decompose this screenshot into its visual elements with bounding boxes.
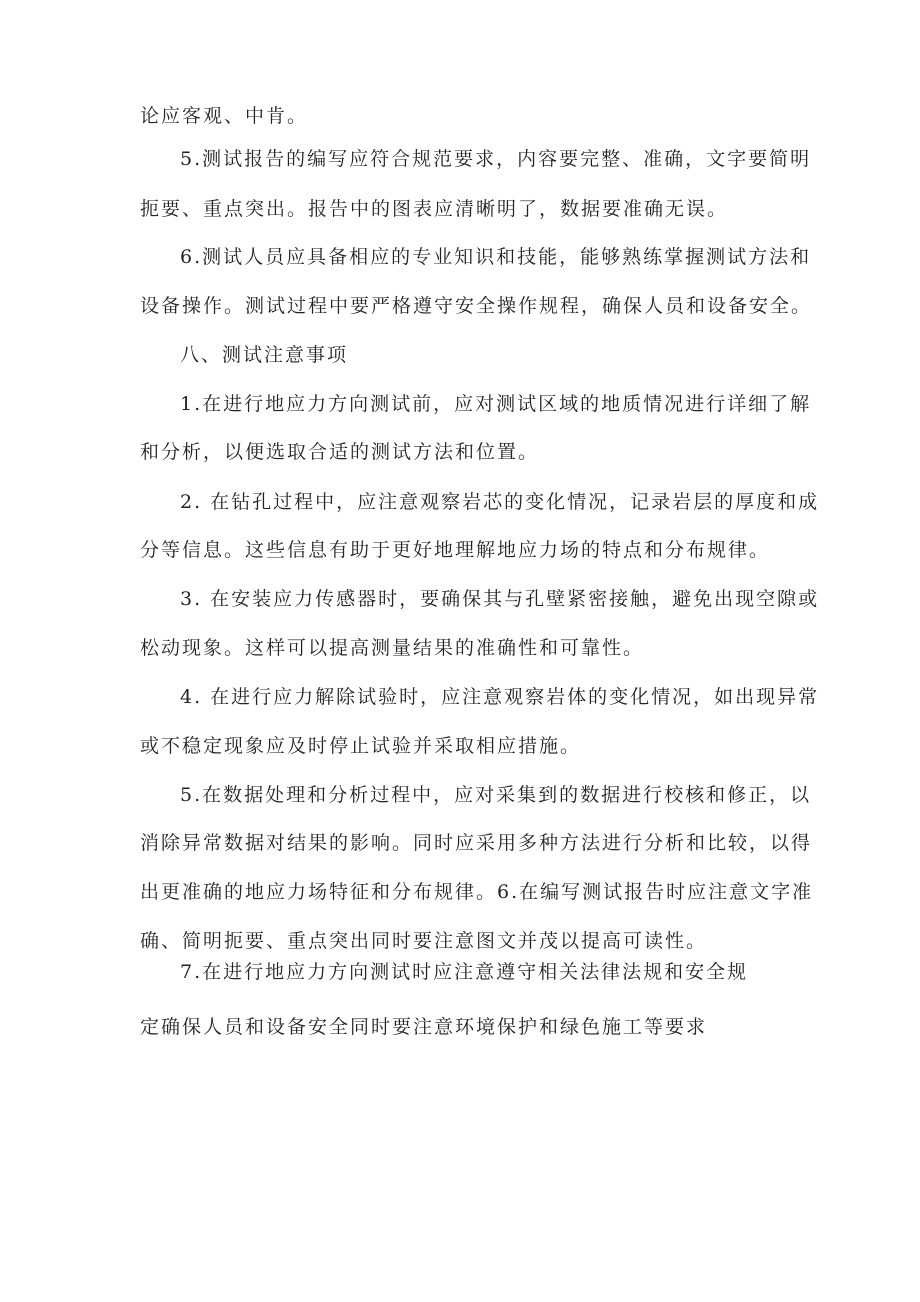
text-line-2: 5.测试报告的编写应符合规范要求，内容要完整、准确，文字要简明 xyxy=(180,148,812,170)
text-line-14: 或不稳定现象应及时停止试验并采取相应措施。 xyxy=(140,735,582,757)
text-line-15: 5.在数据处理和分析过程中，应对采集到的数据进行校核和修正，以 xyxy=(180,784,812,806)
text-line-3: 扼要、重点突出。报告中的图表应清晰明了，数据要准确无误。 xyxy=(140,198,729,220)
text-line-12: 松动现象。这样可以提高测量结果的准确性和可靠性。 xyxy=(140,637,645,659)
text-line-5: 设备操作。测试过程中要严格遵守安全操作规程，确保人员和设备安全。 xyxy=(140,295,813,317)
text-line-9: 2. 在钻孔过程中，应注意观察岩芯的变化情况，记录岩层的厚度和成 xyxy=(180,491,820,513)
text-line-13: 4. 在进行应力解除试验时，应注意观察岩体的变化情况，如出现异常 xyxy=(180,686,820,708)
text-line-17: 出更准确的地应力场特征和分布规律。6.在编写测试报告时应注意文字准 xyxy=(140,881,814,903)
text-line-8: 和分析，以便选取合适的测试方法和位置。 xyxy=(140,441,540,463)
text-line-18: 确、简明扼要、重点突出同时要注意图文并茂以提高可读性。 xyxy=(140,930,708,952)
text-line-11: 3. 在安装应力传感器时，要确保其与孔壁紧密接触，避免出现空隙或 xyxy=(180,588,820,610)
text-line-19: 7.在进行地应力方向测试时应注意遵守相关法律法规和安全规 xyxy=(180,961,749,983)
text-line-10: 分等信息。这些信息有助于更好地理解地应力场的特点和分布规律。 xyxy=(140,539,771,561)
text-line-20: 定确保人员和设备安全同时要注意环境保护和绿色施工等要求 xyxy=(140,1016,708,1038)
text-line-7: 1.在进行地应力方向测试前，应对测试区域的地质情况进行详细了解 xyxy=(180,393,812,415)
section-heading: 八、测试注意事项 xyxy=(180,344,349,366)
text-line-1: 论应客观、中肯。 xyxy=(140,105,309,127)
text-line-16: 消除异常数据对结果的影响。同时应采用多种方法进行分析和比较，以得 xyxy=(140,832,813,854)
text-line-4: 6.测试人员应具备相应的专业知识和技能，能够熟练掌握测试方法和 xyxy=(180,246,812,268)
